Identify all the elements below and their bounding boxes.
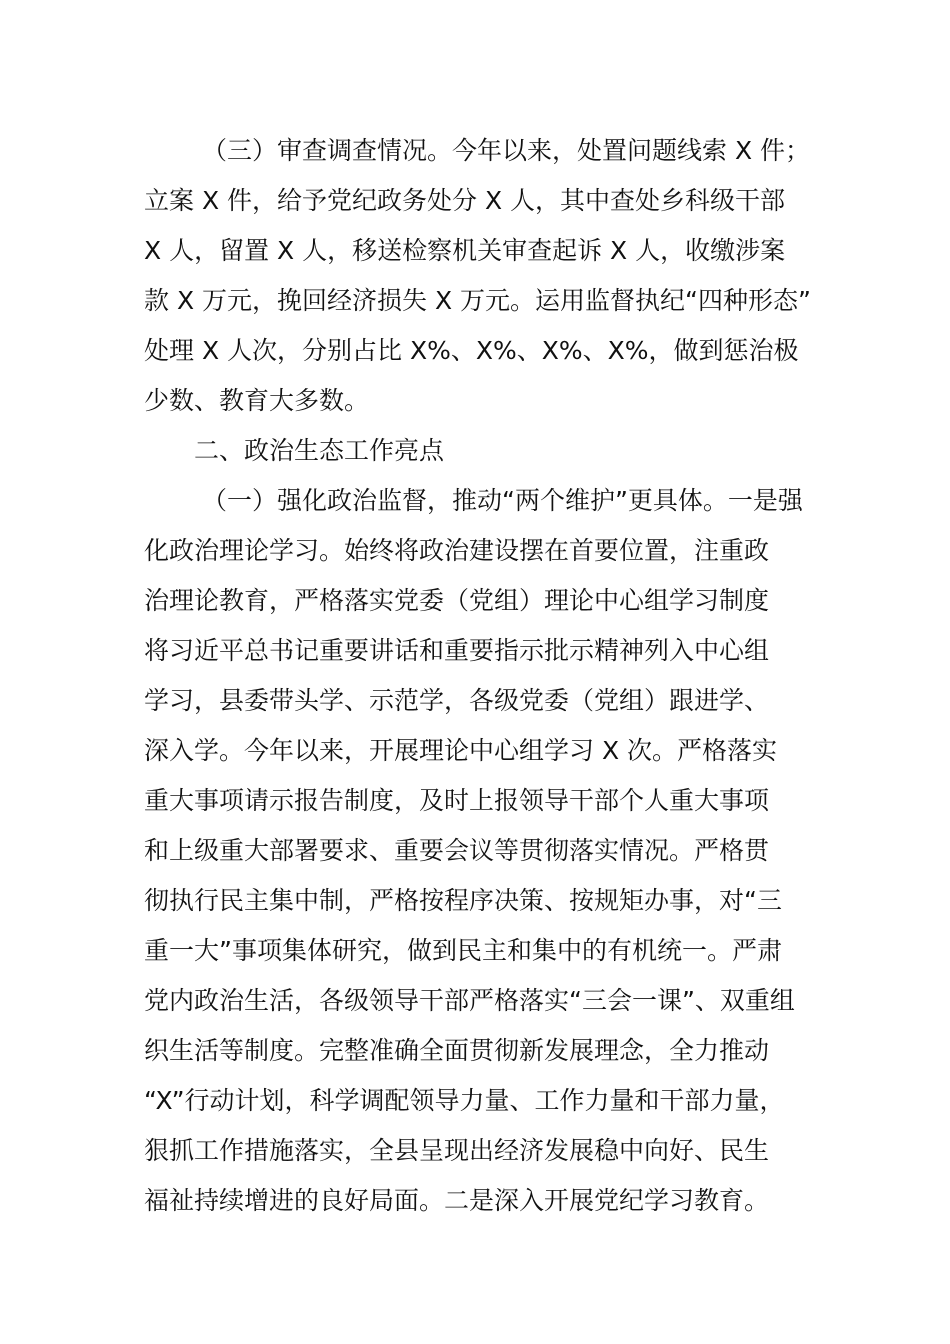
document-body <box>144 126 844 1226</box>
paragraph-line: 深入学。今年以来，开展理论中心组学习 X 次。严格落实 <box>144 736 778 765</box>
paragraph-line: 款 X 万元，挽回经济损失 X 万元。运用监督执纪“四种形态” <box>144 286 811 315</box>
paragraph-line: 重大事项请示报告制度，及时上报领导干部个人重大事项 <box>144 786 770 815</box>
paragraph-line: 狠抓工作措施落实，全县呈现出经济发展稳中向好、民生 <box>144 1136 770 1165</box>
paragraph-line: 和上级重大部署要求、重要会议等贯彻落实情况。严格贯 <box>144 836 770 865</box>
paragraph-line: （三）审查调查情况。今年以来，处置问题线索 X 件； <box>202 136 811 165</box>
paragraph-line: 重一大”事项集体研究，做到民主和集中的有机统一。严肃 <box>144 936 782 965</box>
paragraph-line: 福祉持续增进的良好局面。二是深入开展党纪学习教育。 <box>144 1186 770 1215</box>
paragraph-line: 彻执行民主集中制，严格按程序决策、按规矩办事，对“三 <box>144 886 782 915</box>
paragraph-line: 处理 X 人次，分别占比 X%、X%、X%、X%，做到惩治极 <box>144 336 799 365</box>
paragraph-line: “X”行动计划，科学调配领导力量、工作力量和干部力量， <box>144 1086 785 1115</box>
section-heading: 二、政治生态工作亮点 <box>194 436 445 465</box>
paragraph-line: 织生活等制度。完整准确全面贯彻新发展理念，全力推动 <box>144 1036 770 1065</box>
paragraph-line: （一）强化政治监督，推动“两个维护”更具体。一是强 <box>202 486 803 515</box>
paragraph-line: 治理论教育，严格落实党委（党组）理论中心组学习制度 <box>144 586 770 615</box>
paragraph-line: 化政治理论学习。始终将政治建设摆在首要位置，注重政 <box>144 536 770 565</box>
paragraph-line: 少数、教育大多数。 <box>144 386 370 415</box>
paragraph-line: 将习近平总书记重要讲话和重要指示批示精神列入中心组 <box>144 636 770 665</box>
paragraph-line: X 人，留置 X 人，移送检察机关审查起诉 X 人，收缴涉案 <box>144 236 786 265</box>
paragraph-line: 立案 X 件，给予党纪政务处分 X 人，其中查处乡科级干部 <box>144 186 786 215</box>
paragraph-line: 学习，县委带头学、示范学，各级党委（党组）跟进学、 <box>144 686 770 715</box>
paragraph-line: 党内政治生活，各级领导干部严格落实“三会一课”、双重组 <box>144 986 795 1015</box>
